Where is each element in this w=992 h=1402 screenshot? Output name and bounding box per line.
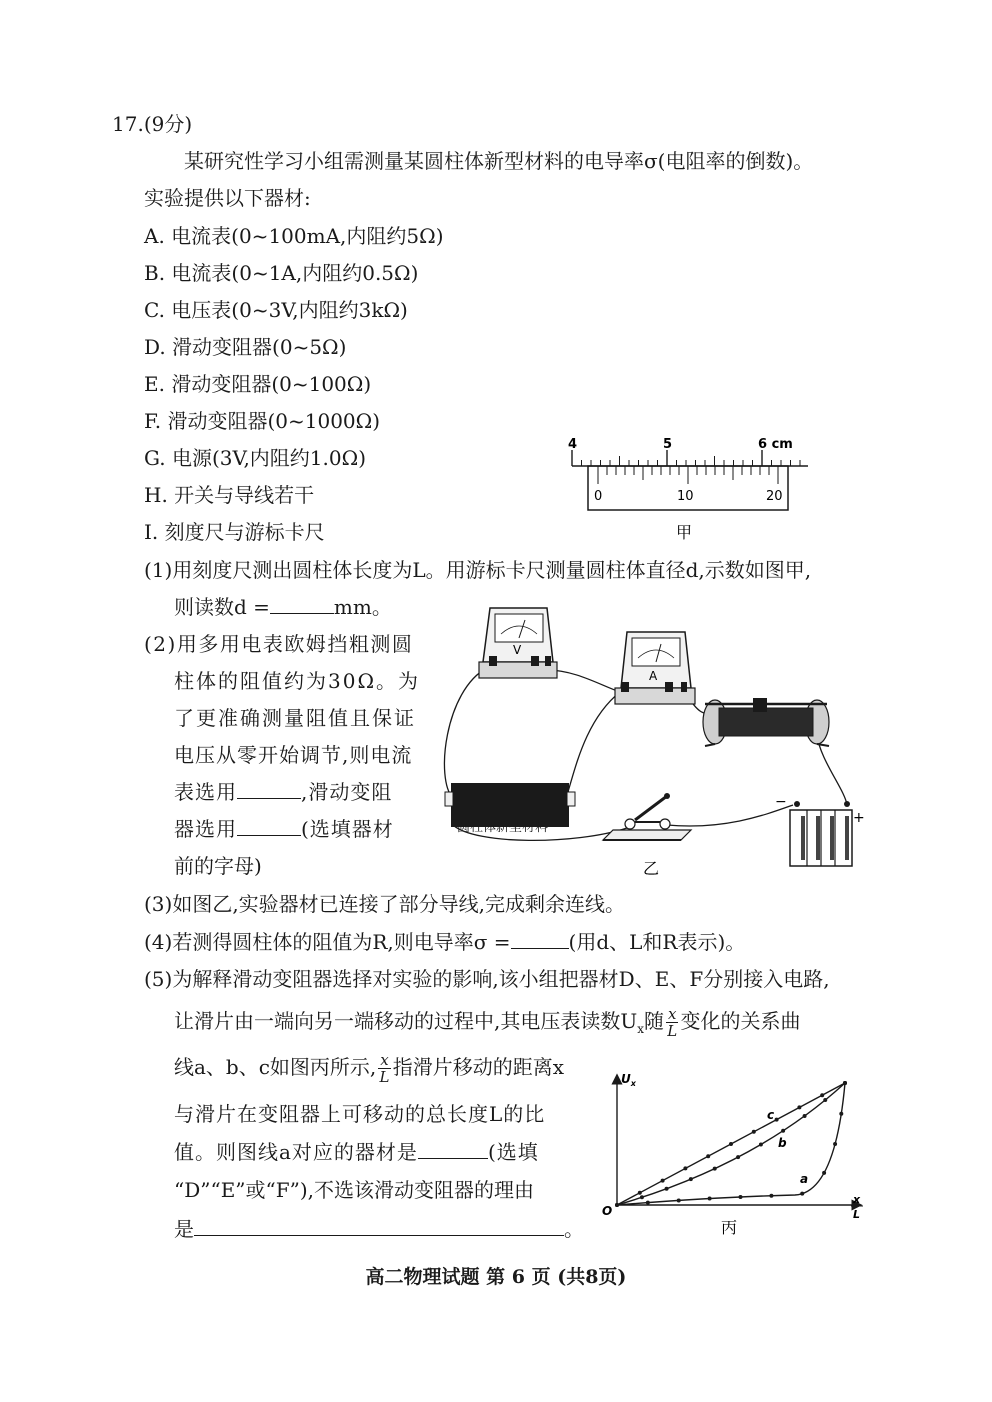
part5-line3-pre: 线a、b、c如图丙所示, <box>174 1055 377 1079</box>
curve-point <box>729 1142 733 1146</box>
curve-label-b: b <box>778 1136 787 1150</box>
part5-text-post: 变化的关系曲 <box>680 1009 801 1033</box>
wire-voltmeter-left <box>444 668 487 798</box>
ammeter-label: A <box>649 669 658 683</box>
ammeter <box>615 632 695 704</box>
intro-line-2: 实验提供以下器材: <box>144 186 311 210</box>
part5-line3-post: 指滑片移动的距离x <box>392 1055 565 1079</box>
question-score: (9分) <box>143 112 193 136</box>
part5-line-3 <box>174 1050 564 1085</box>
wire-ammeter-sample <box>567 692 620 795</box>
circuit-figure <box>435 600 875 880</box>
vernier-label-20: 20 <box>766 489 783 504</box>
part2-line-1: (2)用多用电表欧姆挡粗测圆 <box>144 632 414 656</box>
caliper-figure <box>560 430 820 545</box>
curve-point <box>803 1114 807 1118</box>
part2-rheostat-text: ,滑动变阻 <box>301 780 393 804</box>
main-scale-label-5: 5 <box>663 437 673 452</box>
switch <box>603 793 691 840</box>
equipment-item-g: G. 电源(3V,内阻约1.0Ω) <box>144 446 367 470</box>
curve-point <box>615 1203 619 1207</box>
answer-blank-curve-a[interactable] <box>418 1140 488 1159</box>
equipment-item-i: I. 刻度尺与游标卡尺 <box>144 520 325 544</box>
graph-x-label-num: x <box>853 1193 861 1206</box>
question-header <box>112 112 192 136</box>
curve-point <box>646 1201 650 1205</box>
curve-label-a: a <box>800 1172 809 1186</box>
part5-text-mid: 随 <box>644 1009 664 1033</box>
part1-line-2 <box>174 595 392 619</box>
fraction-x-over-l: $\frac{x}{L}$ <box>667 1005 678 1040</box>
part5-line7-pre: 是 <box>174 1217 194 1241</box>
curve-point <box>800 1192 804 1196</box>
curve-point <box>689 1177 693 1181</box>
vernier-label-0: 0 <box>594 489 603 504</box>
curve-point <box>706 1154 710 1158</box>
curve-point <box>820 1093 824 1097</box>
equipment-item-b: B. 电流表(0~1A,内阻约0.5Ω) <box>144 261 419 285</box>
graph-x-label-den: L <box>853 1208 861 1221</box>
equipment-item-a: A. 电流表(0~100mA,内阻约5Ω) <box>144 224 444 248</box>
sample-cylinder <box>445 783 575 835</box>
answer-blank-sigma[interactable] <box>511 930 569 949</box>
part2-line-3: 了更准确测量阻值且保证 <box>174 706 416 730</box>
part4-text: (4)若测得圆柱体的阻值为R,则电导率σ = <box>144 930 511 954</box>
part5-line5-pre: 值。则图线a对应的器材是 <box>174 1140 418 1164</box>
caliper-caption: 甲 <box>676 523 693 542</box>
curve-point <box>736 1155 740 1159</box>
curve-point <box>797 1105 801 1109</box>
equipment-item-h: H. 开关与导线若干 <box>144 483 315 507</box>
curve-point <box>822 1171 826 1175</box>
part2-line-5 <box>174 780 392 804</box>
part2-choose-text: (选填器材 <box>301 817 394 841</box>
circuit-caption: 乙 <box>643 859 660 878</box>
intro-line-1: 某研究性学习小组需测量某圆柱体新型材料的电导率σ(电阻率的倒数)。 <box>184 149 814 173</box>
answer-blank-ammeter[interactable] <box>237 780 301 799</box>
curve-point <box>713 1167 717 1171</box>
graph-origin-label: O <box>602 1204 613 1218</box>
sample-label: 圆柱体新型材料 <box>457 820 549 835</box>
ux-subscript: x <box>637 1022 644 1036</box>
part2-line-7: 前的字母) <box>174 854 262 878</box>
graph-caption: 丙 <box>721 1218 738 1237</box>
part5-line-6: “D”“E”或“F”),不选该滑动变阻器的理由 <box>174 1178 535 1202</box>
part5-line-1: (5)为解释滑动变阻器选择对实验的影响,该小组把器材D、E、F分别接入电路, <box>144 967 830 991</box>
vernier-label-10: 10 <box>677 489 694 504</box>
vernier-scale-ticks <box>598 466 778 484</box>
curve-label-c: c <box>767 1108 775 1122</box>
curve-point <box>683 1166 687 1170</box>
curve-point <box>759 1142 763 1146</box>
curve-point <box>739 1195 743 1199</box>
curve-point <box>677 1198 681 1202</box>
battery-minus-label: − <box>775 794 787 810</box>
part2-ammeter-text: 表选用 <box>174 780 237 804</box>
main-scale-label-6: 6 cm <box>758 437 793 452</box>
part5-line-4: 与滑片在变阻器上可移动的总长度L的比 <box>174 1102 546 1126</box>
equipment-item-f: F. 滑动变阻器(0~1000Ω) <box>144 409 381 433</box>
question-number: 17. <box>112 112 144 136</box>
battery <box>775 794 865 866</box>
wire-voltmeter-ammeter <box>547 670 620 692</box>
rheostat <box>703 698 829 746</box>
curve-point <box>769 1194 773 1198</box>
curve-point <box>752 1130 756 1134</box>
page-footer: 高二物理试题 第 6 页 (共8页) <box>365 1266 627 1288</box>
part5-line7-post: 。 <box>564 1217 584 1241</box>
voltmeter-label: V <box>513 643 522 657</box>
part2-rheostat-prefix: 器选用 <box>174 817 237 841</box>
curve-point <box>775 1118 779 1122</box>
curve-point <box>638 1191 642 1195</box>
equipment-item-e: E. 滑动变阻器(0~100Ω) <box>144 372 372 396</box>
part2-line-2: 柱体的阻值约为30Ω。为 <box>174 669 421 693</box>
graph-y-label: $U_x$ <box>621 1072 636 1088</box>
fraction-x-over-l-2: $\frac{x}{L}$ <box>379 1051 390 1086</box>
part1-text: 则读数d = <box>174 595 270 619</box>
part5-line-2 <box>174 1004 800 1046</box>
curve-point <box>640 1195 644 1199</box>
part1-unit: mm。 <box>333 595 392 619</box>
curve-point <box>823 1098 827 1102</box>
part5-text-pre: 让滑片由一端向另一端移动的过程中,其电压表读数U <box>174 1009 638 1033</box>
part5-line5-post: (选填 <box>487 1140 539 1164</box>
voltmeter <box>479 608 557 678</box>
graph-figure <box>595 1065 875 1240</box>
answer-blank-d[interactable] <box>270 595 334 614</box>
curve-point <box>708 1197 712 1201</box>
answer-blank-reason[interactable] <box>194 1217 564 1236</box>
answer-blank-rheostat[interactable] <box>237 817 301 836</box>
equipment-item-c: C. 电压表(0~3V,内阻约3kΩ) <box>144 298 408 322</box>
curve-point <box>839 1112 843 1116</box>
part1-line-1: (1)用刻度尺测出圆柱体长度为L。用游标卡尺测量圆柱体直径d,示数如图甲, <box>144 558 812 582</box>
curve-point <box>833 1142 837 1146</box>
main-scale-ticks <box>572 450 800 466</box>
part5-line-7 <box>174 1217 584 1241</box>
equipment-item-d: D. 滑动变阻器(0~5Ω) <box>144 335 347 359</box>
part5-line-5 <box>174 1140 539 1164</box>
part3-text: (3)如图乙,实验器材已连接了部分导线,完成剩余连线。 <box>144 892 626 916</box>
part4-hint: (用d、L和R表示)。 <box>568 930 746 954</box>
main-scale-label-4: 4 <box>568 437 578 452</box>
battery-plus-label: + <box>853 810 865 826</box>
curve-point <box>843 1081 847 1085</box>
part2-line-6 <box>174 817 394 841</box>
part2-line-4: 电压从零开始调节,则电流 <box>174 743 413 767</box>
curve-point <box>781 1129 785 1133</box>
curve-point <box>661 1179 665 1183</box>
part4-line <box>144 930 745 954</box>
curve-point <box>665 1187 669 1191</box>
